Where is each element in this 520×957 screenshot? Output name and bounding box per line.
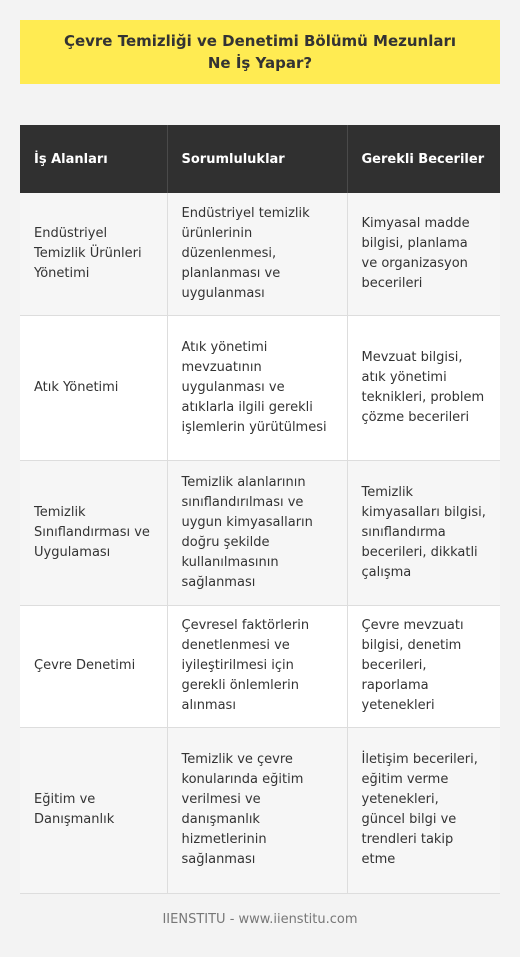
table-row: [20, 605, 500, 727]
table-cell: Kimyasal madde bilgisi, planlama ve organizasyon becerileri: [347, 193, 500, 315]
header-cell-skills: Gerekli Beceriler: [347, 125, 500, 193]
table-cell: Temizlik Sınıflandırması ve Uygulaması: [20, 460, 167, 605]
table-row: [20, 460, 500, 605]
table-row: [20, 193, 500, 315]
footer-credit: IIENSTITU - www.iienstitu.com: [162, 912, 358, 927]
table-header-row: [20, 125, 500, 193]
table-cell: Temizlik kimyasalları bilgisi, sınıflandırma becerileri, dikkatli çalışma: [347, 460, 500, 605]
title-banner: [20, 20, 500, 84]
header-cell-fields: İş Alanları: [20, 125, 167, 193]
table-cell: Çevre mevzuatı bilgisi, denetim becerileri, raporlama yetenekleri: [347, 605, 500, 727]
jobs-table: [20, 125, 500, 894]
table-cell: Çevre Denetimi: [20, 605, 167, 727]
header-cell-responsibilities: Sorumluluklar: [167, 125, 347, 193]
table-row: [20, 315, 500, 460]
table-cell: İletişim becerileri, eğitim verme yetenekleri, güncel bilgi ve trendleri takip etme: [347, 727, 500, 893]
table-cell: Atık yönetimi mevzuatının uygulanması ve atıklarla ilgili gerekli işlemlerin yürütülmesi: [167, 315, 347, 460]
table-cell: Endüstriyel temizlik ürünlerinin düzenlenmesi, planlanması ve uygulanması: [167, 193, 347, 315]
table-cell: Çevresel faktörlerin denetlenmesi ve iyileştirilmesi için gerekli önlemlerin alınması: [167, 605, 347, 727]
table-cell: Mevzuat bilgisi, atık yönetimi teknikleri, problem çözme becerileri: [347, 315, 500, 460]
table-cell: Temizlik alanlarının sınıflandırılması ve uygun kimyasalların doğru şekilde kullanılmasının sağlanması: [167, 460, 347, 605]
table-cell: Atık Yönetimi: [20, 315, 167, 460]
page-title: Çevre Temizliği ve Denetimi Bölümü Mezunları Ne İş Yapar?: [63, 32, 457, 72]
table-cell: Temizlik ve çevre konularında eğitim verilmesi ve danışmanlık hizmetlerinin sağlanması: [167, 727, 347, 893]
table-row: [20, 727, 500, 893]
table-cell: Eğitim ve Danışmanlık: [20, 727, 167, 893]
table-cell: Endüstriyel Temizlik Ürünleri Yönetimi: [20, 193, 167, 315]
